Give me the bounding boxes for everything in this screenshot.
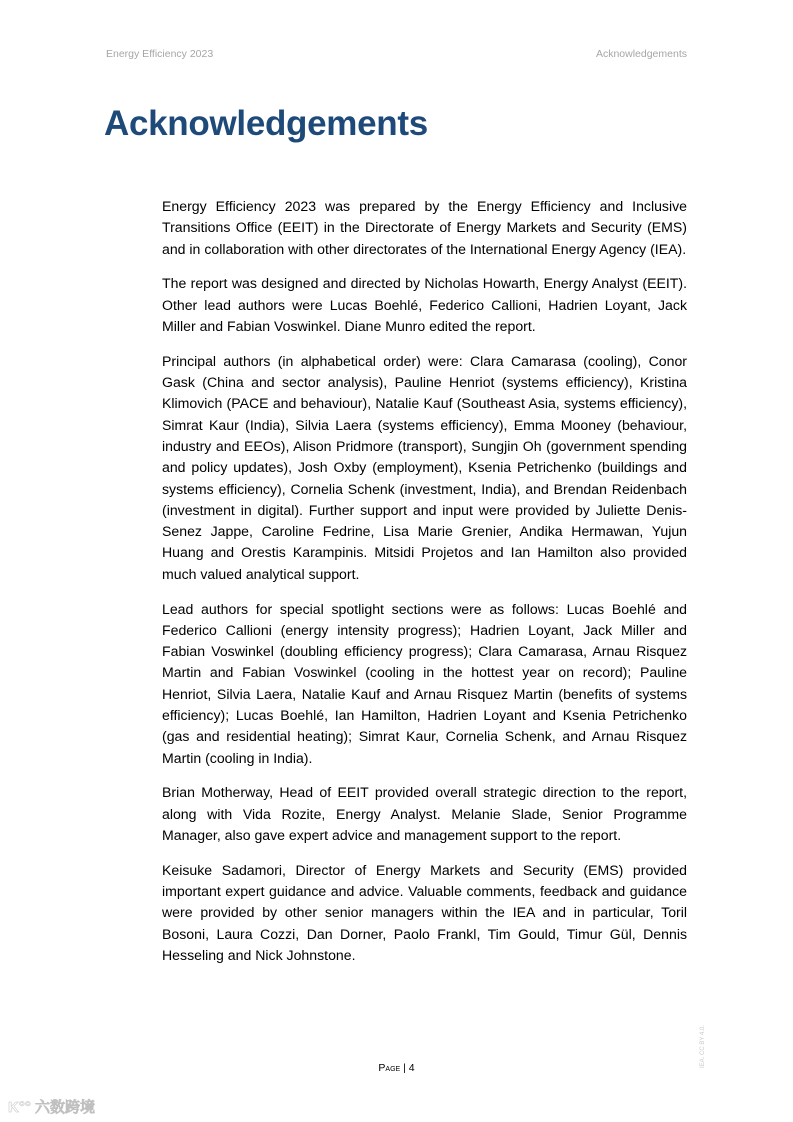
paragraph-direction: The report was designed and directed by Nicholas Howarth, Energy Analyst (EEIT). Other lead authors were Lucas Boehlé, Federico Callioni, Hadrien Loyant, Jack Miller and Fabian Voswinkel. Diane Munro edited the report. [162, 275, 687, 334]
running-header [106, 48, 687, 60]
header-report-title: Energy Efficiency 2023 [106, 48, 214, 60]
page-number-value: 4 [408, 1062, 415, 1074]
page-separator: | [400, 1062, 409, 1074]
license-notice: IEA. CC BY 4.0. [700, 1025, 706, 1068]
watermark-logo: K°° 六数跨境 [8, 1099, 95, 1116]
paragraph-preparation: Energy Efficiency 2023 was prepared by the Energy Efficiency and Inclusive Transitions Office (EEIT) in the Directorate of Energy Markets and Security (EMS) and in collaboration with other directorates of the International Energy Agency (IEA). [162, 198, 687, 257]
page-label: Page [378, 1062, 401, 1074]
paragraph-guidance: Keisuke Sadamori, Director of Energy Markets and Security (EMS) provided important expert guidance and advice. Valuable comments, feedback and guidance were provided by other senior managers within the IEA and in particular, Toril Bosoni, Laura Cozzi, Dan Dorner, Paolo Frankl, Tim Gould, Timur Gül, Dennis Hesseling and Nick Johnstone. [162, 861, 687, 963]
page-number [0, 1062, 793, 1074]
paragraph-strategic-direction: Brian Motherway, Head of EEIT provided overall strategic direction to the report, along with Vida Rozite, Energy Analyst. Melanie Slade, Senior Programme Manager, also gave expert advice and management support to the report. [162, 784, 687, 844]
header-section-title: Acknowledgements [595, 48, 687, 60]
paragraph-principal-authors: Principal authors (in alphabetical order) were: Clara Camarasa (cooling), Conor Gask (China and sector analysis), Pauline Henriot (systems efficiency), Kristina Klimovich (PACE and behaviour), Natalie Kauf (Southeast Asia, systems efficiency), Simrat Kaur (India), Silvia Laera (systems efficiency), Emma Mooney (behaviour, industry and EEOs), Alison Pridmore (transport), Sungjin Oh (government spending and policy updates), Josh Oxby (employment), Ksenia Petrichenko (buildings and systems efficiency), Cornelia Schenk (investment, India), and Brendan Reidenbach (investment in digital). Further support and input were provided by Juliette Denis-Senez Jappe, Caroline Fedrine, Lisa Marie Grenier, Andika Hermawan, Yujun Huang and Orestis Karampinis. Mitsidi Projetos and Ian Hamilton also provided much valued analytical support. [162, 352, 687, 582]
paragraph-spotlight-authors: Lead authors for special spotlight sections were as follows: Lucas Boehlé and Federico Callioni (energy intensity progress); Hadrien Loyant, Jack Miller and Fabian Voswinkel (doubling efficiency progress); Clara Camarasa, Arnau Risquez Martin and Fabian Voswinkel (cooling in the hottest year on record); Pauline Henriot, Silvia Laera, Natalie Kauf and Arnau Risquez Martin (benefits of systems efficiency); Lucas Boehlé, Ian Hamilton, Hadrien Loyant and Ksenia Petrichenko (gas and residential heating); Simrat Kaur, Cornelia Schenk, and Arnau Risquez Martin (cooling in India). [162, 600, 687, 766]
page-title: Acknowledgements [104, 104, 428, 143]
acknowledgements-body [162, 196, 687, 980]
